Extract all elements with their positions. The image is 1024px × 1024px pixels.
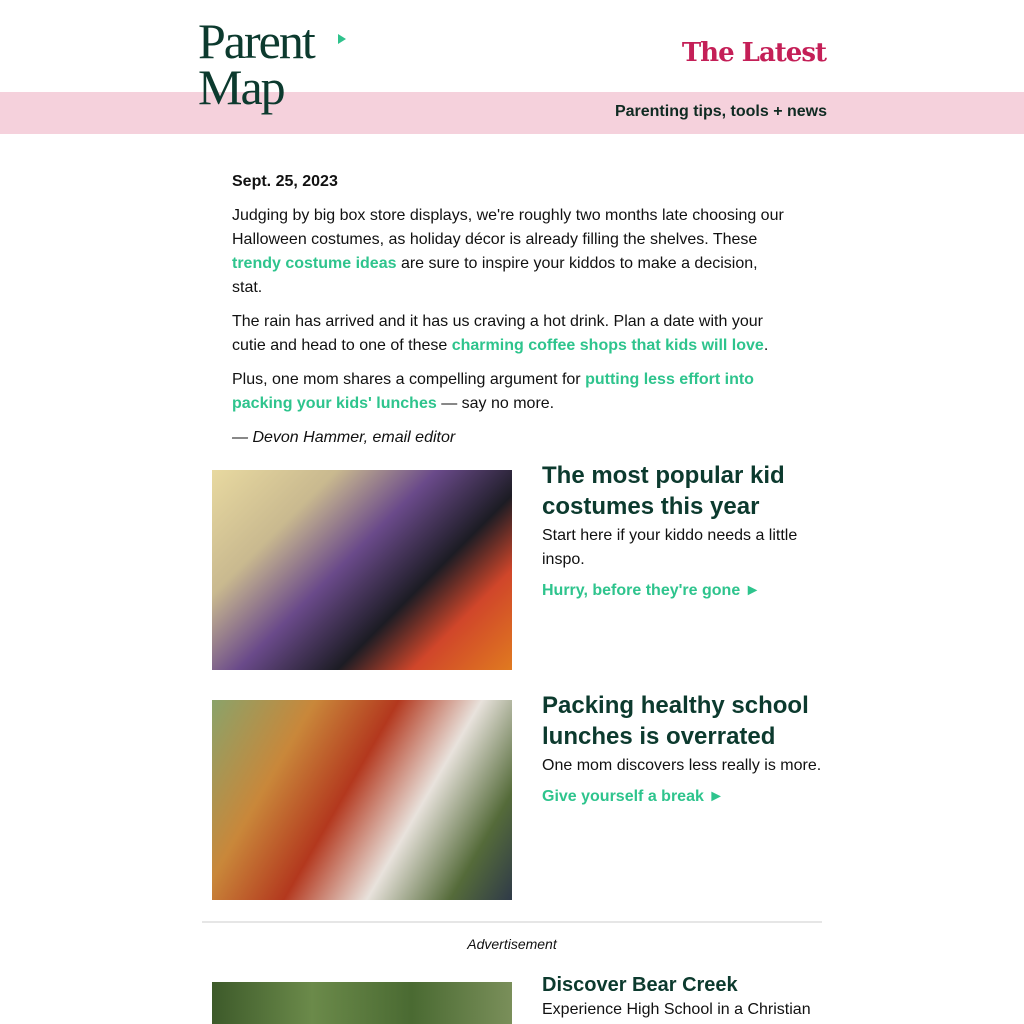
costume-ideas-link[interactable]: trendy costume ideas <box>232 255 397 272</box>
ad-description: Experience High School in a Christian <box>542 1001 811 1018</box>
tagline-band <box>0 92 1024 134</box>
tagline: Parenting tips, tools + news <box>614 103 827 120</box>
divider <box>202 921 822 923</box>
costumes-image[interactable] <box>212 470 512 670</box>
date: Sept. 25, 2023 <box>232 173 338 190</box>
school-lunch-image[interactable] <box>212 700 512 900</box>
intro-paragraph-1 <box>232 204 792 300</box>
article-title[interactable]: The most popular kid costumes this year <box>542 462 785 520</box>
coffee-shops-link[interactable]: charming coffee shops that kids will love <box>451 337 764 354</box>
intro-section <box>232 170 792 460</box>
lunches-link[interactable]: putting less effort into packing your kids' lunches <box>232 371 754 412</box>
logo-line-1: Parent <box>198 13 314 69</box>
text: Plus, one mom shares a compelling argument for <box>232 371 586 388</box>
article-title[interactable]: Packing healthy school lunches is overrated <box>542 692 809 750</box>
article-cta-link[interactable]: Give yourself a break ► <box>542 788 725 805</box>
parentmap-logo[interactable] <box>198 13 314 115</box>
newsletter-title: The Latest <box>681 38 826 68</box>
play-triangle-icon <box>338 34 346 44</box>
intro-paragraph-3 <box>232 368 792 416</box>
article-cta-link[interactable]: Hurry, before they're gone ► <box>542 582 761 599</box>
intro-paragraph-2 <box>232 310 792 358</box>
text: Judging by big box store displays, we're roughly two months late choosing our Halloween costumes, as holiday décor is already filling the shelves. These <box>232 207 784 248</box>
text: are sure to inspire your kiddos to make a decision, stat. <box>232 255 758 296</box>
article-description: Start here if your kiddo needs a little inspo. <box>542 527 798 568</box>
ad-title[interactable]: Discover Bear Creek <box>542 974 738 996</box>
logo-line-2: Map <box>198 59 284 115</box>
article-description: One mom discovers less really is more. <box>542 757 822 774</box>
bear-creek-image[interactable] <box>212 982 512 1024</box>
text: The rain has arrived and it has us craving a hot drink. Plan a date with your cutie and head to one of these <box>232 313 763 354</box>
signature: — Devon Hammer, email editor <box>232 429 456 446</box>
advertisement-label: Advertisement <box>467 936 557 952</box>
text: . <box>763 337 769 354</box>
text: — say no more. <box>436 395 555 412</box>
